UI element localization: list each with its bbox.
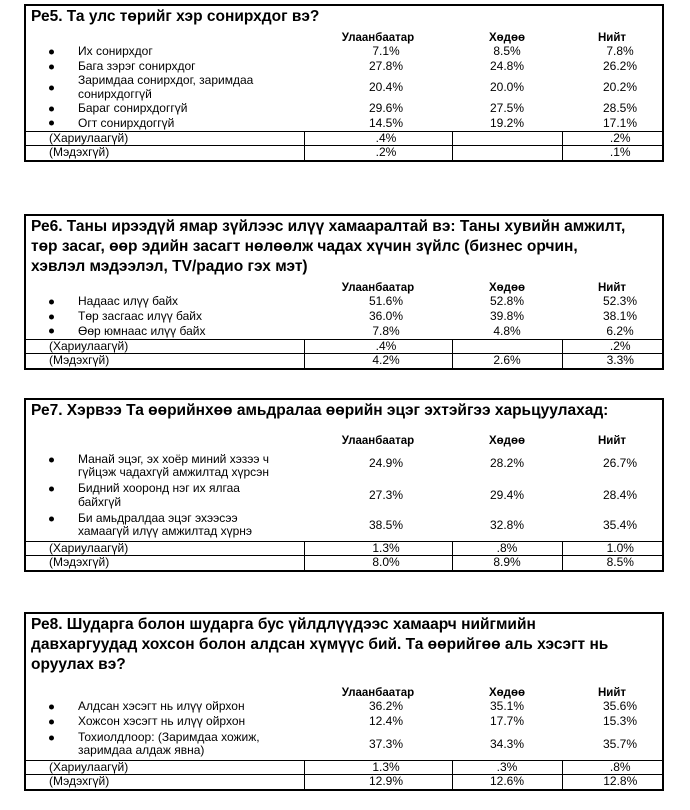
value-countryside: 32.8%	[489, 517, 525, 532]
value-ulaanbaatar: .2%	[304, 146, 452, 161]
row-label: Заримдаа сонирхдог, заримдаа сонирхдоггүй	[78, 73, 254, 101]
value-total: 8.5%	[562, 556, 662, 571]
value-total: 20.2%	[602, 79, 638, 94]
row-label: (Хариулаагүй)	[26, 131, 304, 146]
value-countryside: 17.7%	[489, 713, 525, 728]
value-ulaanbaatar: 7.8%	[372, 323, 400, 338]
value-ulaanbaatar: 14.5%	[368, 115, 404, 130]
value-total: 38.1%	[602, 308, 638, 323]
row-label: (Мэдэхгүй)	[26, 354, 304, 369]
value-countryside: 19.2%	[489, 115, 525, 130]
column-header-total: Нийт	[597, 282, 627, 294]
table-row-dont-know	[26, 146, 662, 161]
row-label-cell	[26, 101, 304, 116]
row-label: (Мэдэхгүй)	[26, 146, 304, 161]
row-label: Би амьдралдаа эцэг эхээсээ хамаагүй илүү амжилтад хүрнэ	[78, 510, 253, 539]
table-row	[26, 101, 662, 116]
value-ulaanbaatar: 1.3%	[304, 760, 452, 775]
value-total: 12.8%	[562, 775, 662, 790]
results-table	[26, 277, 662, 368]
column-header-ulaanbaatar: Улаанбаатар	[341, 282, 415, 294]
value-total: .8%	[562, 760, 662, 775]
row-label: Хожсон хэсэгт нь илүү ойрхон	[78, 713, 246, 728]
value-countryside: 4.8%	[493, 323, 521, 338]
value-countryside	[452, 131, 562, 146]
bullet-icon	[49, 517, 54, 522]
table-row-no-answer	[26, 131, 662, 146]
row-label-cell	[26, 74, 304, 101]
question-title: Ре5. Та улс төрийг хэр сонирхдог вэ?	[31, 8, 320, 25]
table-row-no-answer	[26, 760, 662, 775]
value-ulaanbaatar: 8.0%	[304, 556, 452, 571]
row-label-cell	[26, 44, 304, 59]
value-countryside: .8%	[452, 541, 562, 556]
bullet-icon	[49, 487, 54, 492]
row-label-cell	[26, 309, 304, 324]
bullet-icon	[49, 329, 54, 334]
value-countryside: 34.3%	[489, 736, 525, 751]
value-ulaanbaatar: 4.2%	[304, 354, 452, 369]
row-label-cell	[26, 729, 304, 760]
value-total: 35.7%	[602, 736, 638, 751]
table-row	[26, 309, 662, 324]
value-ulaanbaatar: 36.0%	[368, 308, 404, 323]
table-row	[26, 116, 662, 131]
column-header-total: Нийт	[597, 687, 627, 699]
table-header-row	[26, 277, 662, 294]
column-header-countryside: Хөдөө	[488, 32, 526, 44]
column-header-ulaanbaatar: Улаанбаатар	[341, 32, 415, 44]
results-table	[26, 27, 662, 160]
value-total: .2%	[562, 131, 662, 146]
value-countryside: .3%	[452, 760, 562, 775]
value-countryside	[452, 146, 562, 161]
value-ulaanbaatar: .4%	[304, 131, 452, 146]
results-table	[26, 675, 662, 789]
value-countryside	[452, 339, 562, 354]
question-title: Ре8. Шударга болон шударга бус үйлдлүүдээс хамаарч нийгмийн давхаргуудад хохсон болон алдсан хүмүүс бий. Та өөрийгөө аль хэсэгт нь оруулах вэ?	[31, 616, 609, 673]
row-label: Тохиолдлоор: (Заримдаа хожиж, заримдаа алдаж явна)	[78, 729, 260, 758]
value-total: 7.8%	[606, 43, 634, 58]
value-countryside: 24.8%	[489, 58, 525, 73]
value-ulaanbaatar: 29.6%	[368, 100, 404, 115]
column-header-countryside: Хөдөө	[488, 435, 526, 447]
table-row	[26, 44, 662, 59]
table-row	[26, 324, 662, 339]
question-title: Ре7. Хэрвээ Та өөрийнхөө амьдралаа өөрийн эцэг эхтэйгээ харьцуулахад:	[31, 402, 609, 419]
row-label: (Хариулаагүй)	[26, 339, 304, 354]
table-row	[26, 729, 662, 760]
row-label: Их сонирхдог	[78, 43, 153, 58]
value-ulaanbaatar: 12.9%	[304, 775, 452, 790]
column-header-total: Нийт	[597, 435, 627, 447]
row-label-cell	[26, 116, 304, 131]
bullet-icon	[49, 314, 54, 319]
row-label: Огт сонирхдоггүй	[78, 115, 175, 130]
value-ulaanbaatar: 37.3%	[368, 736, 404, 751]
bullet-icon	[49, 736, 54, 741]
value-total: 35.6%	[602, 698, 638, 713]
table-row	[26, 59, 662, 74]
table-header-row	[26, 421, 662, 447]
bullet-icon	[49, 64, 54, 69]
value-countryside: 12.6%	[452, 775, 562, 790]
value-ulaanbaatar: 24.9%	[368, 456, 404, 471]
value-ulaanbaatar: 36.2%	[368, 698, 404, 713]
value-total: .2%	[562, 339, 662, 354]
row-label: Алдсан хэсэгт нь илүү ойрхон	[78, 698, 245, 713]
value-countryside: 20.0%	[489, 79, 525, 94]
value-ulaanbaatar: 7.1%	[372, 43, 400, 58]
row-label: (Хариулаагүй)	[26, 760, 304, 775]
row-label: Надаас илүү байх	[78, 293, 179, 308]
row-label-cell	[26, 699, 304, 714]
column-header-total: Нийт	[597, 32, 627, 44]
row-label-cell	[26, 510, 304, 541]
bullet-icon	[49, 458, 54, 463]
row-label: Бага зэрэг сонирхдог	[78, 58, 196, 73]
empty-header	[26, 27, 304, 44]
value-total: 17.1%	[602, 115, 638, 130]
value-ulaanbaatar: .4%	[304, 339, 452, 354]
value-ulaanbaatar: 1.3%	[304, 541, 452, 556]
bullet-icon	[49, 106, 54, 111]
row-label: (Мэдэхгүй)	[26, 775, 304, 790]
value-ulaanbaatar: 12.4%	[368, 713, 404, 728]
value-ulaanbaatar: 51.6%	[368, 293, 404, 308]
value-countryside: 39.8%	[489, 308, 525, 323]
value-countryside: 28.2%	[489, 456, 525, 471]
empty-header	[26, 421, 304, 447]
value-total: 35.4%	[602, 517, 638, 532]
value-countryside: 2.6%	[452, 354, 562, 369]
value-countryside: 29.4%	[489, 487, 525, 502]
value-countryside: 35.1%	[489, 698, 525, 713]
column-header-ulaanbaatar: Улаанбаатар	[341, 435, 415, 447]
value-countryside: 8.5%	[493, 43, 521, 58]
question-block-re5	[24, 4, 664, 162]
bullet-icon	[49, 121, 54, 126]
value-total: 26.2%	[602, 58, 638, 73]
value-countryside: 27.5%	[489, 100, 525, 115]
table-row-no-answer	[26, 541, 662, 556]
row-label-cell	[26, 714, 304, 729]
question-block-re8	[24, 612, 664, 791]
value-total: 1.0%	[562, 541, 662, 556]
table-row	[26, 510, 662, 541]
value-total: 6.2%	[606, 323, 634, 338]
bullet-icon	[49, 299, 54, 304]
value-total: 15.3%	[602, 713, 638, 728]
value-total: 52.3%	[602, 293, 638, 308]
question-block-re6	[24, 214, 664, 370]
value-ulaanbaatar: 27.3%	[368, 487, 404, 502]
column-header-ulaanbaatar: Улаанбаатар	[341, 687, 415, 699]
row-label: Бараг сонирхдоггүй	[78, 100, 188, 115]
table-row-dont-know	[26, 354, 662, 369]
table-row	[26, 447, 662, 481]
row-label: Манай эцэг, эх хоёр миний хэзээ ч гүйцэж чадахгүй амжилтад хүрсэн	[78, 451, 270, 479]
value-ulaanbaatar: 20.4%	[368, 79, 404, 94]
bullet-icon	[49, 49, 54, 54]
question-title: Ре6. Таны ирээдүй ямар зүйлээс илүү хамааралтай вэ: Таны хувийн амжилт, төр засаг, өөр эдийн засагт нөлөөлж чадах хүчин зүйлс (бизнес орчин, хэвлэл мэдээлэл, TV/радио гэх мэт)	[31, 218, 626, 275]
empty-header	[26, 277, 304, 294]
column-header-countryside: Хөдөө	[488, 282, 526, 294]
bullet-icon	[49, 704, 54, 709]
empty-header	[26, 675, 304, 699]
table-row-dont-know	[26, 775, 662, 790]
bullet-icon	[49, 85, 54, 90]
table-row	[26, 699, 662, 714]
table-header-row	[26, 675, 662, 699]
value-total: 3.3%	[562, 354, 662, 369]
question-block-re7	[24, 398, 664, 572]
table-row	[26, 74, 662, 101]
table-header-row	[26, 27, 662, 44]
row-label: Өөр юмнаас илүү байх	[78, 323, 206, 338]
table-row	[26, 481, 662, 510]
table-row	[26, 714, 662, 729]
row-label: (Мэдэхгүй)	[26, 556, 304, 571]
value-total: 28.5%	[602, 100, 638, 115]
row-label-cell	[26, 59, 304, 74]
row-label: Бидний хооронд нэг их ялгаа байхгүй	[78, 481, 240, 509]
value-total: 26.7%	[602, 456, 638, 471]
row-label-cell	[26, 481, 304, 510]
bullet-icon	[49, 719, 54, 724]
row-label: Төр засгаас илүү байх	[78, 308, 202, 323]
row-label-cell	[26, 294, 304, 309]
value-total: 28.4%	[602, 487, 638, 502]
value-total: .1%	[562, 146, 662, 161]
value-countryside: 52.8%	[489, 293, 525, 308]
value-ulaanbaatar: 38.5%	[368, 517, 404, 532]
value-ulaanbaatar: 27.8%	[368, 58, 404, 73]
table-row	[26, 294, 662, 309]
column-header-countryside: Хөдөө	[488, 687, 526, 699]
results-table	[26, 421, 662, 570]
row-label-cell	[26, 447, 304, 481]
row-label: (Хариулаагүй)	[26, 541, 304, 556]
value-countryside: 8.9%	[452, 556, 562, 571]
row-label-cell	[26, 324, 304, 339]
table-row-dont-know	[26, 556, 662, 571]
table-row-no-answer	[26, 339, 662, 354]
